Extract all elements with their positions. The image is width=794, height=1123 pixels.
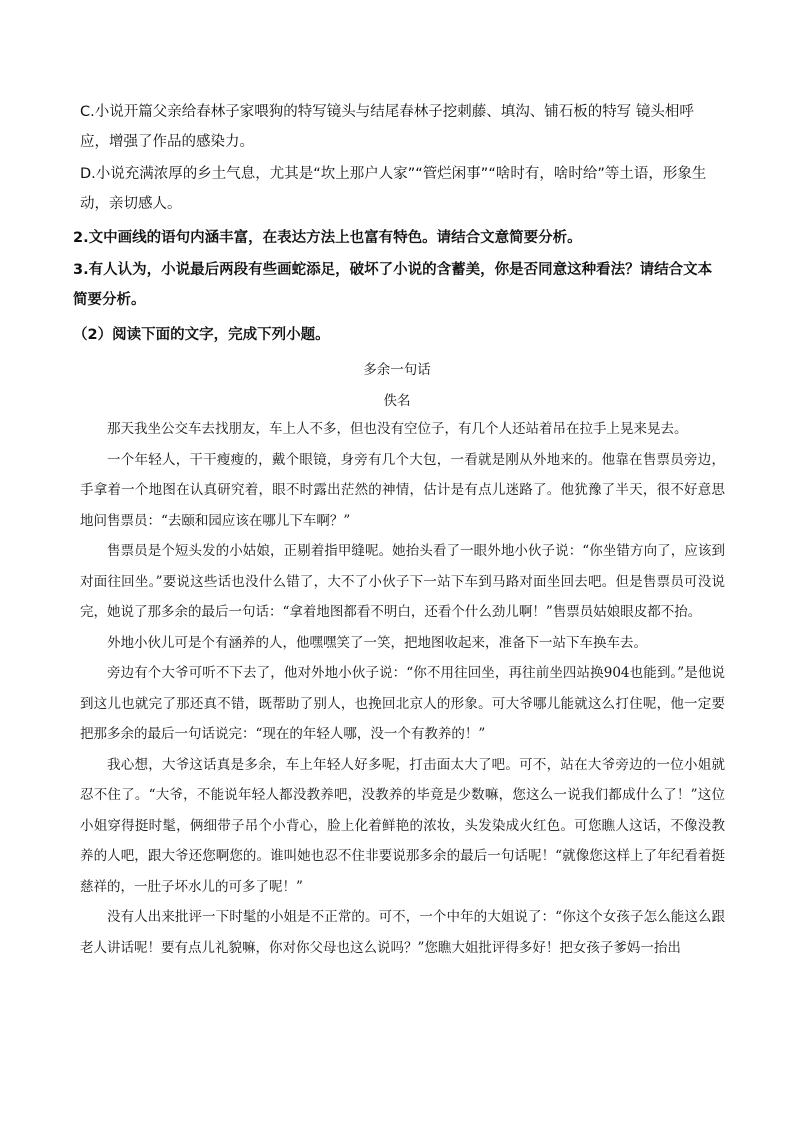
- story-paragraph: 没有人出来批评一下时髦的小姐是不正常的。可不，一个中年的大姐说了：“你这个女孩子怎么能这么跟老人讲话呢！要有点儿礼貌嘛，你对你父母也这么说吗？”您瞧大姐批评得多好！把女孩子爹妈一抬出: [80, 909, 725, 956]
- question-2-text: 2.文中画线的语句内涵丰富，在表达方法上也富有特色。请结合文意简要分析。: [73, 230, 582, 246]
- story-paragraph: 外地小伙儿可是个有涵养的人，他嘿嘿笑了一笑，把地图收起来，准备下一站下车换车去。: [107, 634, 647, 651]
- question-3-text: 3.有人认为，小说最后两段有些画蛇添足，破坏了小说的含蓄美，你是否同意这种看法？请结合文本简要分析。: [73, 262, 713, 308]
- story-title: 多余一句话: [363, 362, 431, 378]
- story-paragraph: 那天我坐公交车去找朋友，车上人不多，但也没有空位子，有几个人还站着吊在拉手上晃来晃去。: [107, 421, 688, 437]
- story-paragraph: 我心想，大爷这话真是多余，车上年轻人好多呢，打击面太大了吧。可不，站在大爷旁边的一位小姐就忍不住了。“大爷，不能说年轻人都没教养吧，没教养的毕竟是少数嘛，您这么一说我们都成什么了！”这位小姐穿得挺时髦，俩细带子吊个小背心，脸上化着鲜艳的浓妆，头发染成火红色。可您瞧人这话，不像没教养的人吧，跟大爷还您啊您的。谁叫她也忍不住非要说那多余的最后一句话呢！“就像您这样上了年纪看着挺慈祥的，一肚子坏水儿的可多了呢！”: [80, 756, 725, 895]
- story-author: 佚名: [383, 393, 411, 409]
- option-d-text: D.小说充满浓厚的乡土气息，尤其是“坎上那户人家”“管烂闲事”“啥时有，啥时给”等土语，形象生动，亲切感人。: [80, 166, 707, 212]
- question-2: [73, 223, 723, 253]
- story-paragraph: 旁边有个大爷可听不下去了，他对外地小伙子说：“你不用往回坐，再往前坐四站换904也能到。”是他说到这儿也就完了那还真不错，既帮助了别人，也挽回北京人的形象。可大爷哪儿能就这么打住呢，他一定要把那多余的最后一句话说完：“现在的年轻人哪，没一个有教养的！”: [80, 665, 725, 742]
- story-paragraph: 一个年轻人，干干瘦瘦的，戴个眼镜，身旁有几个大包，一看就是刚从外地来的。他靠在售票员旁边，手拿着一个地图在认真研究着，眼不时露出茫然的神情，估计是有点儿迷路了。他犹豫了半天，很不好意思地问售票员：“去颐和园应该在哪儿下车啊？”: [80, 451, 725, 529]
- story-paragraph: 售票员是个短头发的小姑娘，正剔着指甲缝呢。她抬头看了一眼外地小伙子说：“你坐错方向了，应该到对面往回坐。”要说这些话也没什么错了，大不了小伙子下一站下车到马路对面坐回去吧。但是售票员可没说完，她说了那多余的最后一句话：“拿着地图都看不明白，还看个什么劲儿啊！”售票员姑娘眼皮都不抬。: [80, 543, 725, 620]
- part-2-instruction: [73, 320, 723, 350]
- option-c-text: C.小说开篇父亲给春林子家喂狗的特写镜头与结尾春林子挖刺藤、填沟、铺石板的特写 镜头相呼应，增强了作品的感染力。: [80, 104, 694, 150]
- story-body: [80, 414, 725, 963]
- option-d: [80, 159, 722, 219]
- question-3: [73, 255, 723, 315]
- option-c: [80, 97, 722, 157]
- part-2-text: （2）阅读下面的文字，完成下列小题。: [73, 327, 330, 343]
